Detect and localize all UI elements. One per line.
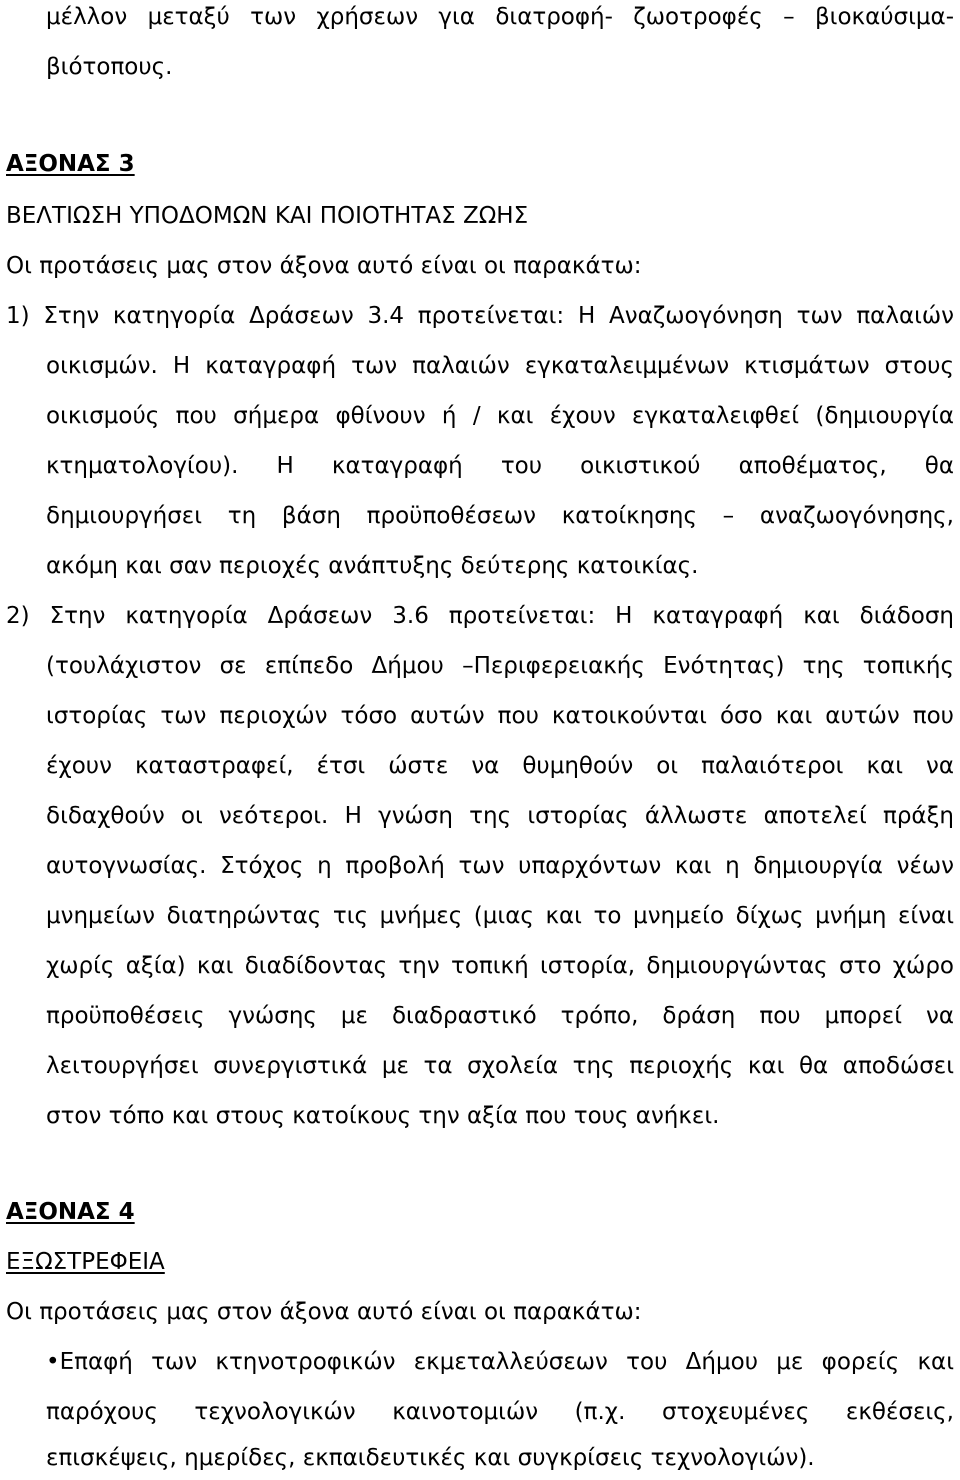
axis4-heading: ΑΞΟΝΑΣ 4 [6,1199,135,1225]
axis3-item2-line-2: (τουλάχιστον σε επίπεδο Δήμου –Περιφερειακής Ενότητας) της τοπικής [46,653,954,679]
axis3-item1-line-6: ακόμη και σαν περιοχές ανάπτυξης δεύτερης κατοικίας. [46,553,699,579]
axis3-item2-line-11: στον τόπο και στους κατοίκους την αξία που τους ανήκει. [46,1103,720,1129]
axis3-item2-line-7: μνημείων διατηρώντας τις μνήμες (μιας και το μνημείο δίχως μνήμη είναι [46,903,954,929]
axis3-item2-line-3: ιστορίας των περιοχών τόσο αυτών που κατοικούνται όσο και αυτών που [46,703,954,729]
axis4-bullet-line-3: επισκέψεις, ημερίδες, εκπαιδευτικές και συγκρίσεις τεχνολογιών). [46,1445,815,1471]
axis4-subtitle: ΕΞΩΣΤΡΕΦΕΙΑ [6,1249,165,1275]
axis3-item2-line-6: αυτογνωσίας. Στόχος η προβολή των υπαρχόντων και η δημιουργία νέων [46,853,954,879]
axis3-item2-line-4: έχουν καταστραφεί, έτσι ώστε να θυμηθούν οι παλαιότεροι και να [46,753,954,779]
axis4-bullet-line-1: •Επαφή των κτηνοτροφικών εκμεταλλεύσεων του Δήμου με φορείς και [46,1349,954,1375]
axis3-item2-line-1: 2) Στην κατηγορία Δράσεων 3.6 προτείνεται: Η καταγραφή και διάδοση [6,603,954,629]
axis3-item2-line-9: προϋποθέσεις γνώσης με διαδραστικό τρόπο, δράση που μπορεί να [46,1003,954,1029]
axis3-item1-line-1: 1) Στην κατηγορία Δράσεων 3.4 προτείνεται: Η Αναζωογόνηση των παλαιών [6,303,954,329]
axis3-item2-line-8: χωρίς αξία) και διαδίδοντας την τοπική ιστορία, δημιουργώντας στο χώρο [46,953,954,979]
axis4-bullet-line-2: παρόχους τεχνολογικών καινοτομιών (π.χ. στοχευμένες εκθέσεις, [46,1399,954,1425]
axis3-item1-line-2: οικισμών. Η καταγραφή των παλαιών εγκαταλειμμένων κτισμάτων στους [46,353,954,379]
axis4-lead: Οι προτάσεις μας στον άξονα αυτό είναι οι παρακάτω: [6,1299,642,1325]
axis3-item1-line-5: δημιουργήσει τη βάση προϋποθέσεων κατοίκησης – αναζωογόνησης, [46,503,954,529]
axis3-item2-line-10: λειτουργήσει συνεργιστικά με τα σχολεία της περιοχής και θα αποδώσει [46,1053,954,1079]
axis3-heading: ΑΞΟΝΑΣ 3 [6,151,135,177]
axis3-item1-line-4: κτηματολογίου). Η καταγραφή του οικιστικού αποθέματος, θα [46,453,954,479]
axis3-lead: Οι προτάσεις μας στον άξονα αυτό είναι οι παρακάτω: [6,253,642,279]
intro-line-2: βιότοπους. [46,54,173,80]
intro-line-1: μέλλον μεταξύ των χρήσεων για διατροφή- ζωοτροφές – βιοκαύσιμα- [46,4,954,30]
axis3-subtitle: ΒΕΛΤΙΩΣΗ ΥΠΟΔΟΜΩΝ ΚΑΙ ΠΟΙΟΤΗΤΑΣ ΖΩΗΣ [6,203,529,229]
axis3-item1-line-3: οικισμούς που σήμερα φθίνουν ή / και έχουν εγκαταλειφθεί (δημιουργία [46,403,954,429]
axis3-item2-line-5: διδαχθούν οι νεότεροι. Η γνώση της ιστορίας άλλωστε αποτελεί πράξη [46,803,954,829]
